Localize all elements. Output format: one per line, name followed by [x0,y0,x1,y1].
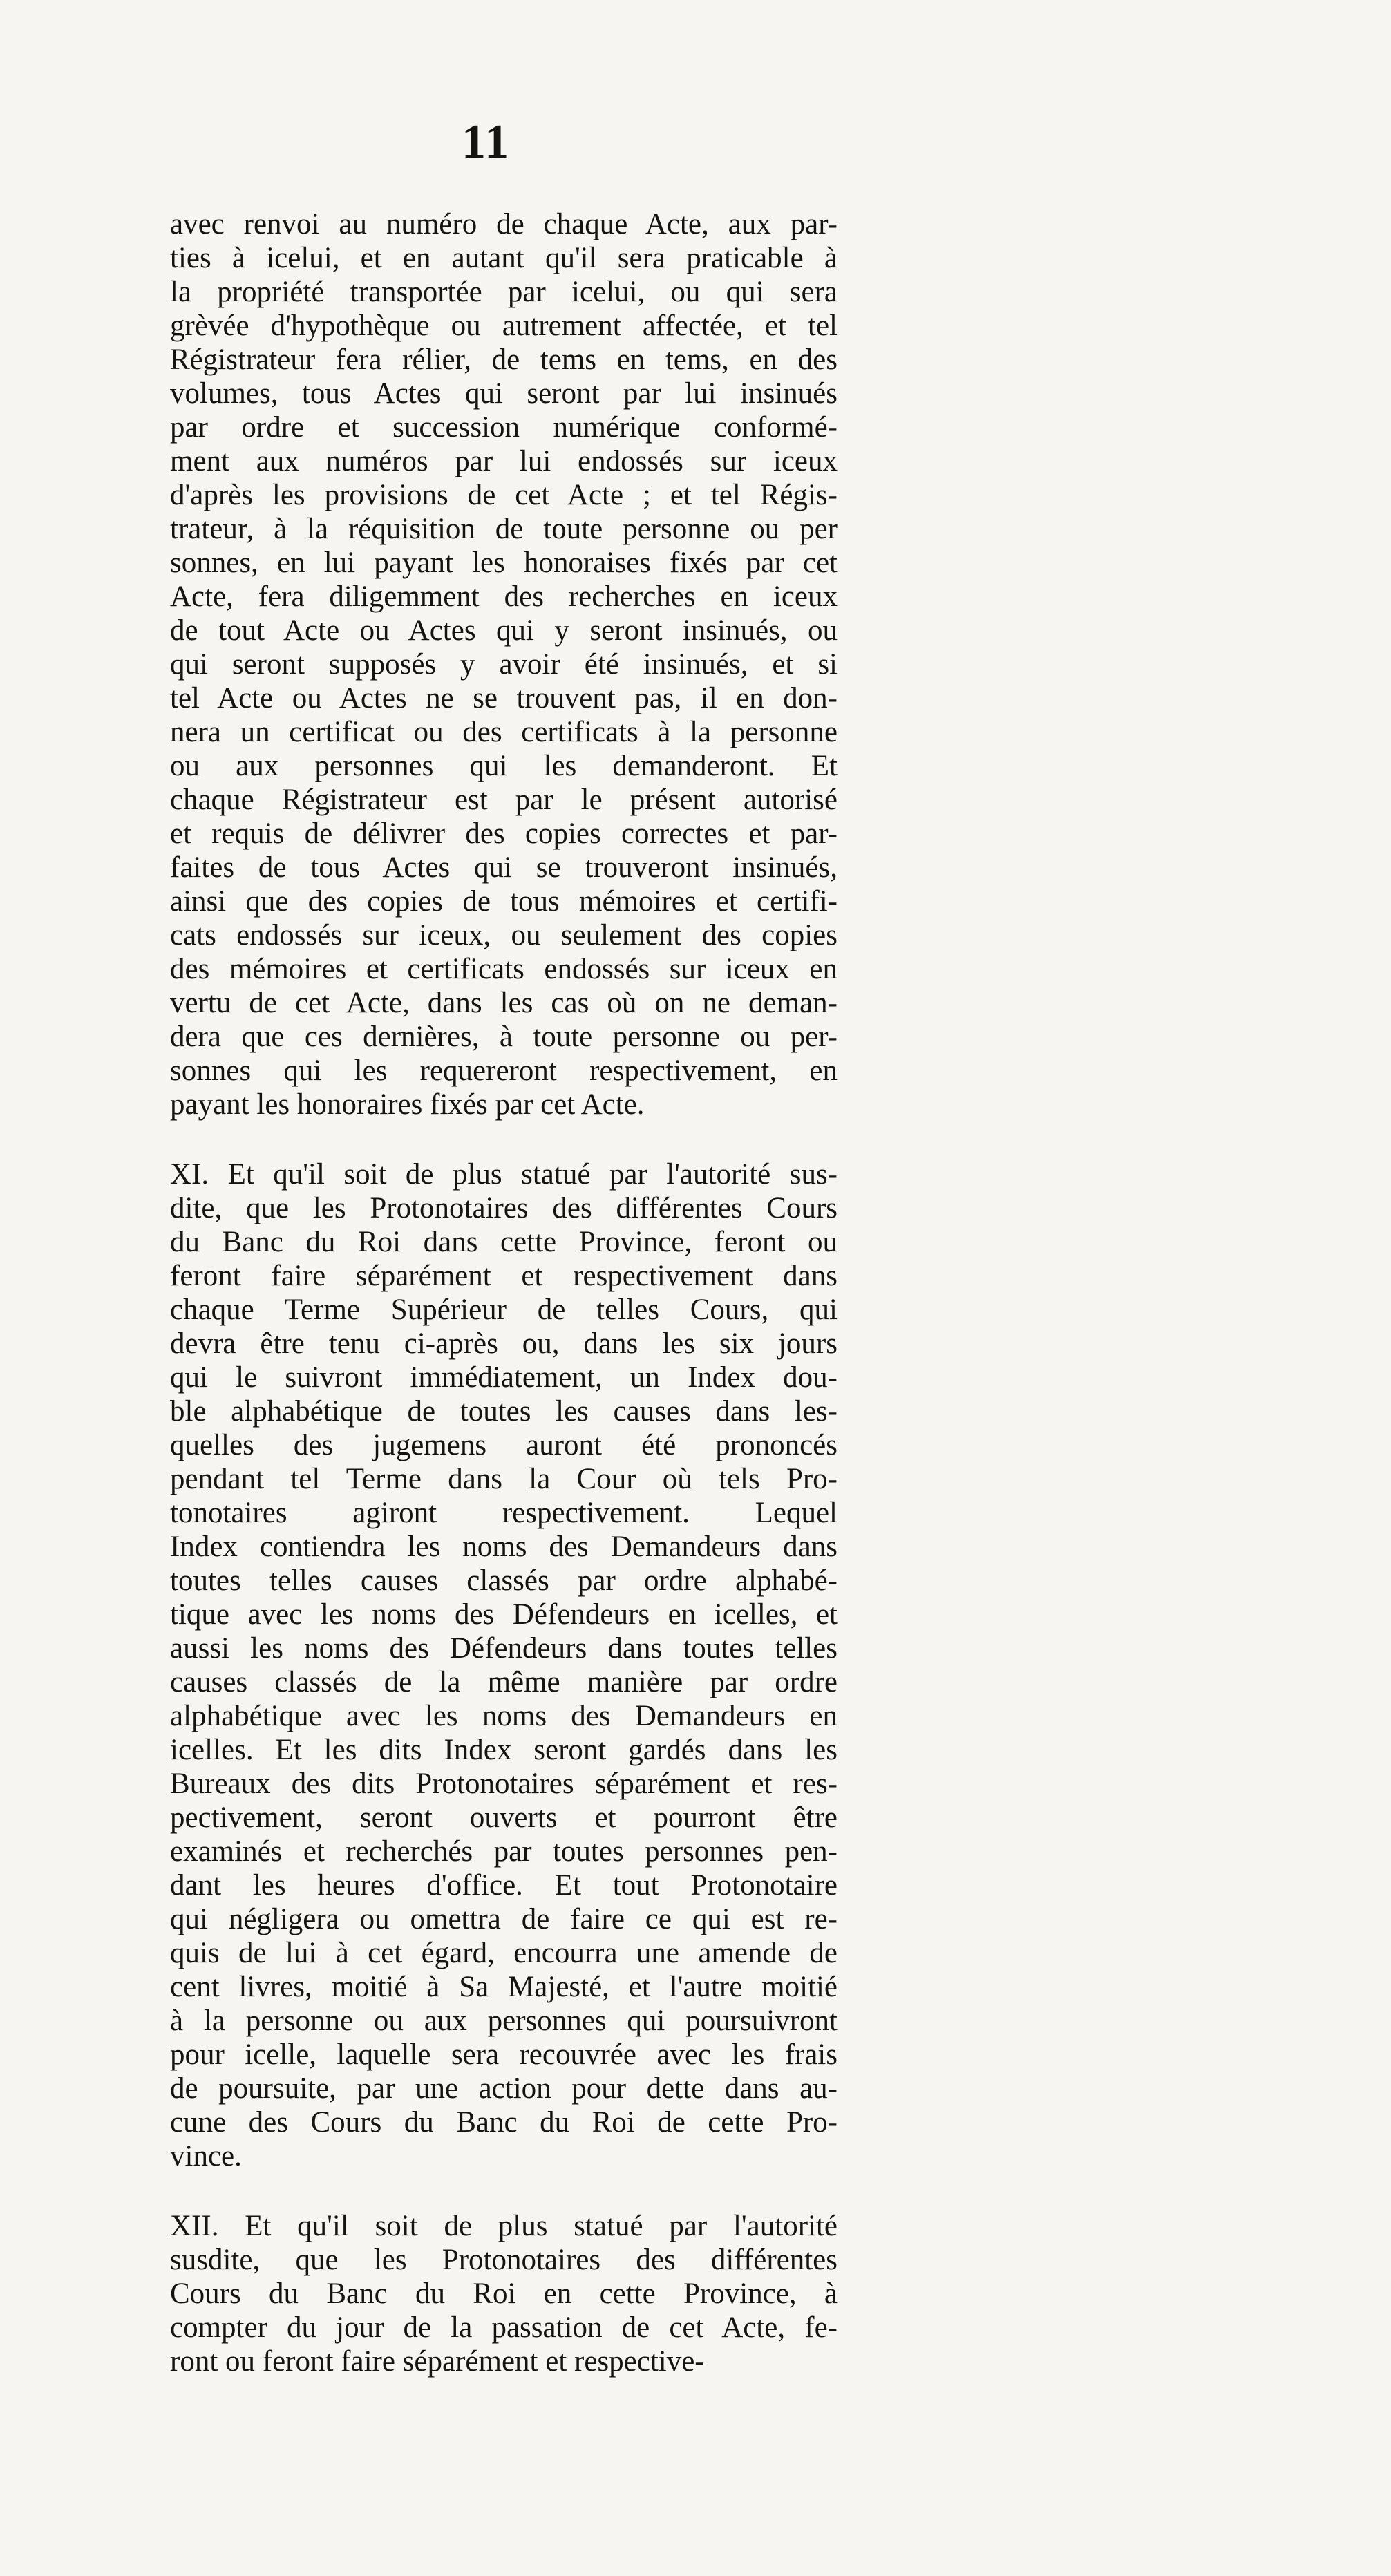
text-line: sonnes, en lui payant les honoraises fixés par cet [170,547,838,579]
paragraph-gap [170,1121,838,1157]
text-line: cats endossés sur iceux, ou seulement des copies [170,919,838,951]
text-line: Cours du Banc du Roi en cette Province, à [170,2277,838,2310]
text-line: volumes, tous Actes qui seront par lui insinués [170,377,838,410]
text-line: tel Acte ou Actes ne se trouvent pas, il en don- [170,682,838,714]
text-line: dite, que les Protonotaires des différentes Cours [170,1192,838,1224]
text-line: pendant tel Terme dans la Cour où tels Pro- [170,1463,838,1495]
text-line: qui négligera ou omettra de faire ce qui est re- [170,1903,838,1935]
text-line: vertu de cet Acte, dans les cas où on ne deman- [170,987,838,1019]
text-line: Index contiendra les noms des Demandeurs dans [170,1531,838,1563]
text-line: sonnes qui les requereront respectivement, en [170,1054,838,1087]
text-line: trateur, à la réquisition de toute personne ou per [170,513,838,545]
text-line: toutes telles causes classés par ordre alphabé- [170,1564,838,1597]
text-line: faites de tous Actes qui se trouveront insinués, [170,851,838,884]
text-line: avec renvoi au numéro de chaque Acte, aux par- [170,208,838,240]
text-line: la propriété transportée par icelui, ou qui sera [170,276,838,308]
text-line: compter du jour de la passation de cet Acte, fe- [170,2311,838,2344]
text-line: ment aux numéros par lui endossés sur iceux [170,445,838,477]
text-line: ties à icelui, et en autant qu'il sera praticable à [170,242,838,274]
text-line: quelles des jugemens auront été prononcés [170,1429,838,1461]
paragraph-section-xi [170,1157,838,2173]
text-line: payant les honoraires fixés par cet Acte. [170,1088,645,1121]
text-line: à la personne ou aux personnes qui poursuivront [170,2005,838,2037]
text-line: d'après les provisions de cet Acte ; et tel Régis- [170,479,838,511]
text-line: tique avec les noms des Défendeurs en icelles, et [170,1598,838,1631]
text-line: de tout Acte ou Actes qui y seront insinués, ou [170,614,838,647]
text-line: cent livres, moitié à Sa Majesté, et l'autre moitié [170,1971,838,2003]
text-line: cune des Cours du Banc du Roi de cette Pro- [170,2106,838,2139]
text-line: nera un certificat ou des certificats à la personne [170,716,838,748]
text-line: aussi les noms des Défendeurs dans toutes telles [170,1632,838,1665]
text-line: du Banc du Roi dans cette Province, feront ou [170,1226,838,1258]
text-column [170,207,838,2378]
text-line: pour icelle, laquelle sera recouvrée avec les frais [170,2038,838,2071]
text-line: Bureaux des dits Protonotaires séparément et res- [170,1768,838,1800]
text-line: chaque Terme Supérieur de telles Cours, qui [170,1294,838,1326]
text-line: de poursuite, par une action pour dette dans au- [170,2072,838,2105]
paragraph-registrar-copies [170,207,838,1121]
text-line: devra être tenu ci-après ou, dans les six jours [170,1327,838,1360]
text-line: par ordre et succession numérique conformé- [170,411,838,444]
paragraph-section-xii [170,2209,838,2378]
text-line: tonotaires agiront respectivement. Lequel [170,1497,838,1529]
text-line: qui seront supposés y avoir été insinués, et si [170,648,838,681]
text-line: ront ou feront faire séparément et respective- [170,2345,705,2378]
text-line: feront faire séparément et respectivement dans [170,1260,838,1292]
text-line: qui le suivront immédiatement, un Index dou- [170,1361,838,1394]
text-line: icelles. Et les dits Index seront gardés dans les [170,1734,838,1766]
text-line: pectivement, seront ouverts et pourront être [170,1801,838,1834]
text-line: chaque Régistrateur est par le présent autorisé [170,784,838,816]
text-line: XII. Et qu'il soit de plus statué par l'autorité [170,2210,838,2242]
text-line: XI. Et qu'il soit de plus statué par l'autorité sus- [170,1158,838,1191]
text-line: Régistrateur fera rélier, de tems en tems, en des [170,343,838,376]
text-line: alphabétique avec les noms des Demandeurs en [170,1700,838,1732]
text-line: quis de lui à cet égard, encourra une amende de [170,1937,838,1969]
page-number: 11 [462,115,511,169]
paragraph-gap [170,2173,838,2209]
text-line: ou aux personnes qui les demanderont. Et [170,750,838,782]
text-line: dera que ces dernières, à toute personne ou per- [170,1021,838,1053]
text-line: ainsi que des copies de tous mémoires et certifi- [170,885,838,918]
text-line: susdite, que les Protonotaires des différentes [170,2244,838,2276]
text-line: grèvée d'hypothèque ou autrement affectée, et tel [170,310,838,342]
text-line: causes classés de la même manière par ordre [170,1666,838,1698]
text-line: vince. [170,2140,242,2172]
text-line: examinés et recherchés par toutes personnes pen- [170,1835,838,1868]
text-line: et requis de délivrer des copies correctes et par- [170,817,838,850]
text-line: ble alphabétique de toutes les causes dans les- [170,1395,838,1428]
text-line: des mémoires et certificats endossés sur iceux en [170,953,838,985]
text-line: Acte, fera diligemment des recherches en iceux [170,580,838,613]
text-line: dant les heures d'office. Et tout Protonotaire [170,1869,838,1902]
